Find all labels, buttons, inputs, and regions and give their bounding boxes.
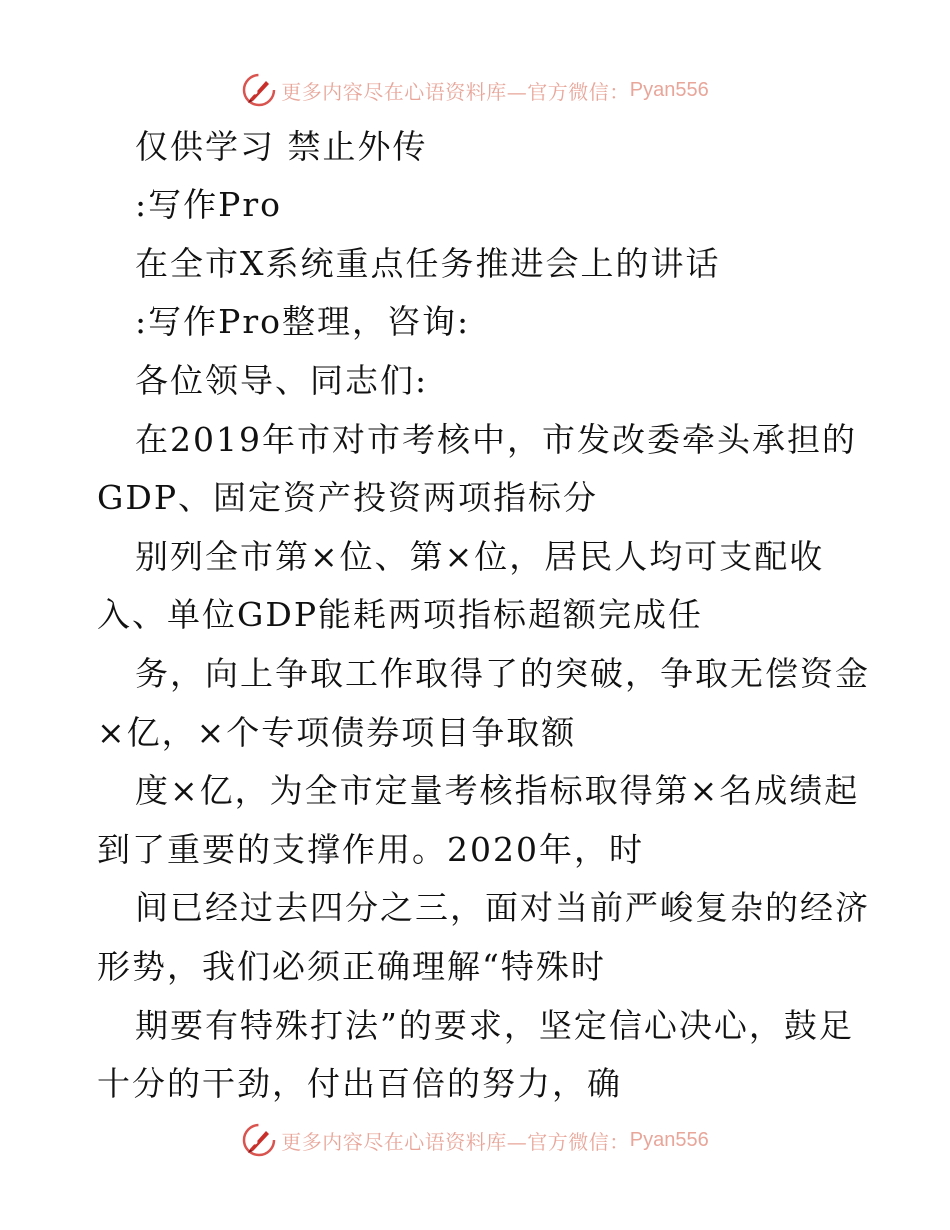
text-line: 别列全市第×位、第×位，居民人均可支配收 (135, 537, 825, 576)
text-line: 度×亿，为全市定量考核指标取得第×名成绩起 (135, 771, 860, 810)
footer-watermark (0, 1120, 950, 1160)
text-line: 到了重要的支撑作用。2020年，时 (97, 830, 644, 869)
text-line: :写作Pro整理，咨询: (135, 302, 471, 341)
text-line: 务，向上争取工作取得了的突破，争取无偿资金 (135, 654, 870, 693)
quill-logo-icon (241, 72, 277, 108)
text-line: 十分的干劲，付出百倍的努力，确 (97, 1064, 622, 1103)
watermark-text: 更多内容尽在心语资料库—官方微信： (281, 79, 630, 104)
quill-logo-icon (241, 1122, 277, 1158)
text-line: 仅供学习 禁止外传 (135, 127, 428, 166)
text-line: 期要有特殊打法”的要求，坚定信心决心，鼓足 (135, 1006, 854, 1045)
text-line: 入、单位GDP能耗两项指标超额完成任 (97, 595, 704, 634)
text-line: 各位领导、同志们: (135, 361, 429, 400)
watermark-wechat-id: Pyan556 (629, 1128, 709, 1151)
text-line: 间已经过去四分之三，面对当前严峻复杂的经济 (135, 888, 870, 927)
text-line: 在全市X系统重点任务推进会上的讲话 (135, 244, 721, 283)
text-line: GDP、固定资产投资两项指标分 (97, 478, 599, 517)
text-line: 在2019年市对市考核中，市发改委牵头承担的 (135, 420, 857, 459)
header-watermark (0, 70, 950, 110)
watermark-wechat-id: Pyan556 (629, 78, 709, 101)
text-line: :写作Pro (135, 185, 282, 224)
watermark-text: 更多内容尽在心语资料库—官方微信： (281, 1129, 630, 1154)
text-line: 形势，我们必须正确理解“特殊时 (97, 947, 606, 986)
text-line: ×亿，×个专项债券项目争取额 (97, 713, 577, 752)
